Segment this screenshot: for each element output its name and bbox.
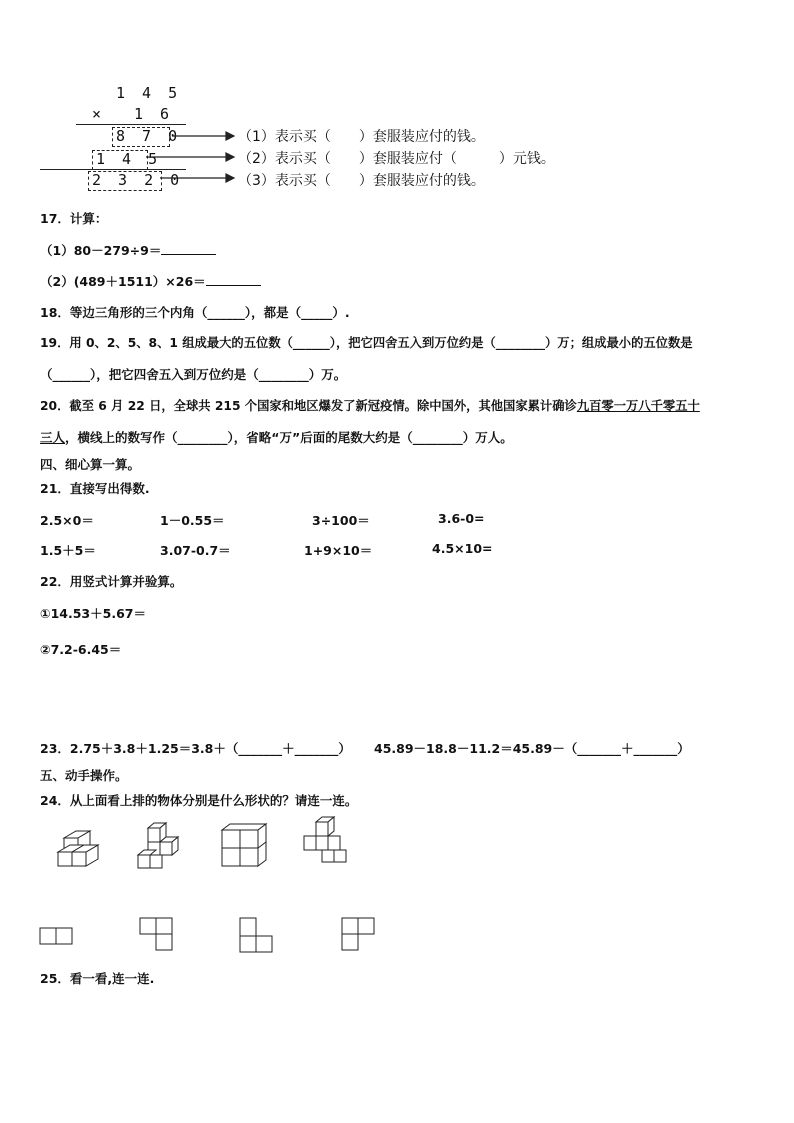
calc-arrows	[172, 130, 232, 190]
q25-title: 25．看一看,连一连.	[40, 971, 155, 986]
calc-partial-2: 1 4 5	[96, 150, 162, 168]
solid-figure-4	[300, 816, 360, 866]
calc-partial-1: 8 7 0	[116, 127, 182, 145]
q21-item: 4.5×10=	[432, 541, 493, 556]
calc-multiply-sign: ×	[92, 105, 106, 123]
q19-line2: （______），把它四舍五入到万位约是（________）万。	[40, 367, 347, 382]
q21-title: 21．直接写出得数.	[40, 481, 150, 496]
solid-figure-2	[136, 822, 196, 872]
q20-line2: 三人，横线上的数写作（________），省略“万”后面的尾数大约是（________）万人。	[40, 430, 513, 445]
q22-a: ①14.53＋5.67＝	[40, 606, 146, 621]
q21-item: 1－0.55＝	[160, 513, 225, 528]
q22-b: ②7.2-6.45＝	[40, 642, 122, 657]
calc-note-1: （1）表示买（ ）套服装应付的钱。	[238, 129, 485, 145]
q22-title: 22．用竖式计算并验算。	[40, 574, 183, 589]
q19-line1: 19．用 0、2、5、8、1 组成最大的五位数（______），把它四舍五入到万位约是（________）万；组成最小的五位数是	[40, 336, 693, 350]
q21-item: 3.6-0=	[438, 511, 485, 526]
q18: 18．等边三角形的三个内角（______），都是（_____）.	[40, 305, 350, 320]
q23-a: 23．2.75＋3.8＋1.25＝3.8＋（_______＋_______）	[40, 741, 351, 756]
q23-b: 45.89－18.8－11.2＝45.89－（_______＋_______）	[374, 741, 690, 756]
q17-title: 17．计算：	[40, 211, 108, 226]
calc-multiplier: 1 6	[134, 105, 174, 123]
calc-note-2: （2）表示买（ ）套服装应付（ ）元钱。	[238, 151, 555, 167]
section-5-heading: 五、动手操作。	[40, 768, 128, 783]
q21-item: 3÷100＝	[312, 513, 370, 528]
q21-item: 3.07-0.7＝	[160, 543, 231, 558]
section-4-heading: 四、细心算一算。	[40, 457, 141, 472]
calc-note-3: （3）表示买（ ）套服装应付的钱。	[238, 173, 485, 189]
top-view-2	[140, 918, 180, 958]
q21-item: 2.5×0＝	[40, 513, 94, 528]
q17-a: （1）80－279÷9＝	[40, 241, 216, 259]
calc-line-2	[40, 169, 186, 170]
calc-result: 2 3 2 0	[92, 171, 184, 189]
q17-b: （2）(489＋1511）×26＝	[40, 272, 261, 290]
solid-figure-3	[220, 822, 280, 872]
top-view-1	[40, 928, 80, 948]
top-view-4	[342, 918, 382, 958]
calc-multiplicand: 1 4 5	[116, 84, 182, 102]
solid-figure-1	[56, 828, 116, 878]
q21-item: 1+9×10＝	[304, 543, 373, 558]
q24-title: 24．从上面看上排的物体分别是什么形状的？请连一连。	[40, 793, 358, 808]
calc-line-1	[76, 124, 186, 125]
q20-line1: 20．截至 6 月 22 日，全球共 215 个国家和地区爆发了新冠疫情。除中国外，其他国家累计确诊九百零一万八千零五十	[40, 399, 700, 413]
top-view-3	[240, 918, 280, 958]
q21-item: 1.5＋5＝	[40, 543, 96, 558]
